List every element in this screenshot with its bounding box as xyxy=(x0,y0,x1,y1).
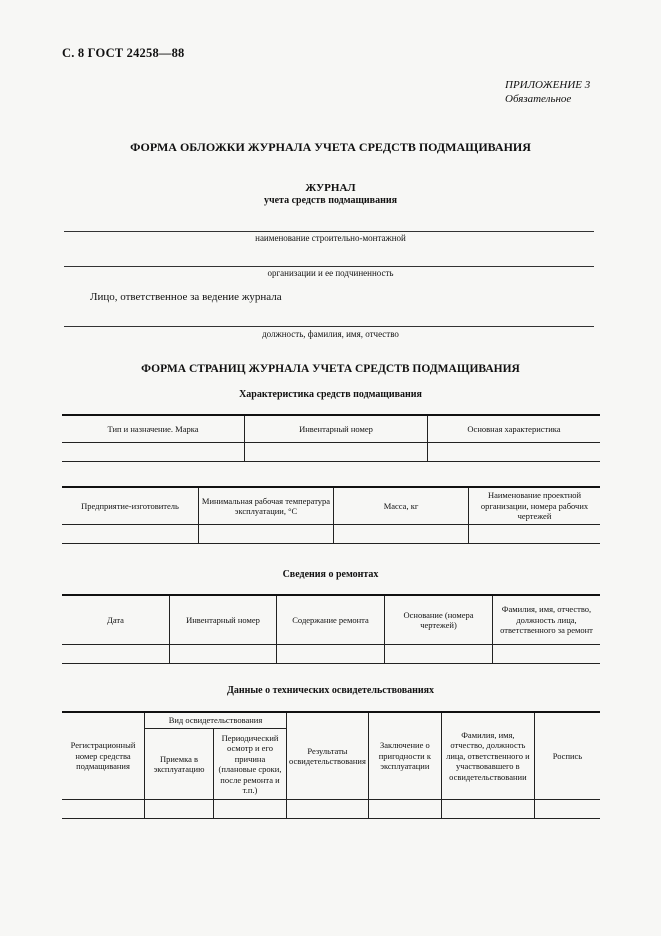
fill-line xyxy=(64,266,594,267)
characteristics-table-2 xyxy=(62,486,600,544)
appendix-label xyxy=(505,78,590,106)
col-date: Дата xyxy=(62,595,170,645)
col-periodic-inspection: Периодический осмотр и его причина (плановые сроки, после ремонта и т.п.) xyxy=(214,729,287,800)
col-min-temperature: Минимальная рабочая температура эксплуатации, °С xyxy=(199,487,334,525)
col-type-mark: Тип и назначение. Марка xyxy=(62,415,245,443)
page-header: С. 8 ГОСТ 24258—88 xyxy=(62,46,185,60)
col-conclusion: Заключение о пригодности к эксплуатации xyxy=(368,712,441,800)
col-results: Результаты освидетельствования xyxy=(287,712,369,800)
repairs-title: Сведения о ремонтах xyxy=(282,569,379,580)
journal-subtitle: учета средств подмащивания xyxy=(263,195,398,206)
appendix-number: ПРИЛОЖЕНИЕ 3 xyxy=(505,79,591,91)
fill-line xyxy=(64,326,594,327)
pages-form-title: ФОРМА СТРАНИЦ ЖУРНАЛА УЧЕТА СРЕДСТВ ПОДМАЩИВАНИЯ xyxy=(141,363,520,375)
col-repair-content: Содержание ремонта xyxy=(277,595,385,645)
col-inventory-number: Инвентарный номер xyxy=(245,415,428,443)
characteristics-table-1 xyxy=(62,414,600,462)
col-inspection-kind: Вид освидетельствования xyxy=(145,712,287,729)
col-inventory-number: Инвентарный номер xyxy=(170,595,277,645)
responsible-label: Лицо, ответственное за ведение журнала xyxy=(90,291,282,303)
characteristics-title: Характеристика средств подмащивания xyxy=(239,389,422,400)
fill-line xyxy=(64,231,594,232)
col-basis-drawings: Основание (номера чертежей) xyxy=(385,595,493,645)
caption-position: должность, фамилия, имя, отчество xyxy=(262,329,399,339)
caption-organization: наименование строительно-монтажной xyxy=(255,233,406,243)
inspections-table xyxy=(62,711,600,819)
col-design-organization: Наименование проектной организации, номера рабочих чертежей xyxy=(469,487,601,525)
col-mass: Масса, кг xyxy=(334,487,469,525)
col-acceptance: Приемка в эксплуатацию xyxy=(145,729,214,800)
caption-subordination: организации и ее подчиненность xyxy=(267,268,394,278)
col-manufacturer: Предприятие-изготовитель xyxy=(62,487,199,525)
col-responsible-person: Фамилия, имя, отчество, должность лица, ответственного и участвовавшего в освидетельствовании xyxy=(441,712,534,800)
col-signature: Роспись xyxy=(534,712,600,800)
inspections-title: Данные о технических освидетельствованиях xyxy=(226,685,435,696)
col-registration-number: Регистрационный номер средства подмащивания xyxy=(62,712,145,800)
col-main-characteristic: Основная характеристика xyxy=(428,415,601,443)
repairs-table xyxy=(62,594,600,664)
col-repair-responsible: Фамилия, имя, отчество, должность лица, ответственного за ремонт xyxy=(493,595,601,645)
appendix-status: Обязательное xyxy=(505,93,572,105)
cover-form-title: ФОРМА ОБЛОЖКИ ЖУРНАЛА УЧЕТА СРЕДСТВ ПОДМАЩИВАНИЯ xyxy=(130,140,531,154)
journal-title: ЖУРНАЛ xyxy=(305,182,356,194)
